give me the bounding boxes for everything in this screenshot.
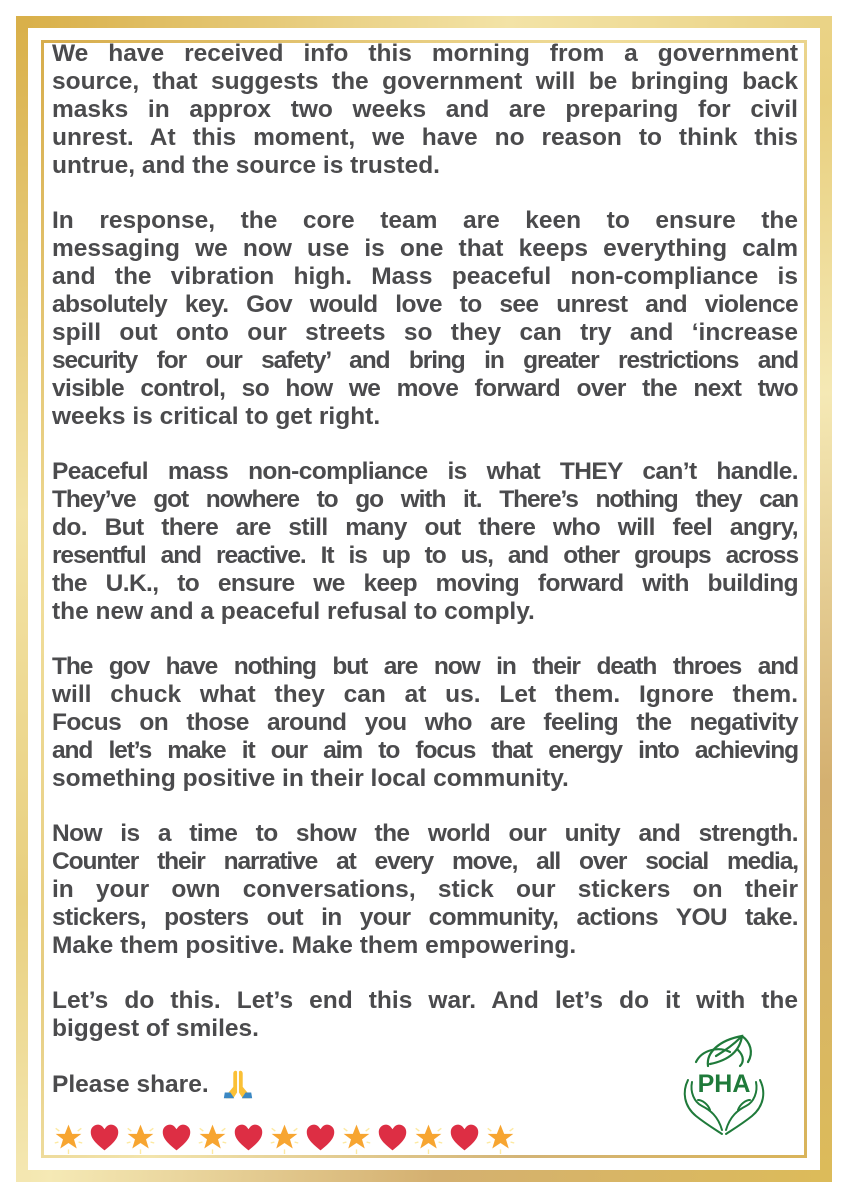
logo-text: PHA	[697, 1070, 751, 1098]
emoji-decoration-row	[52, 1121, 517, 1154]
paragraph-4	[52, 653, 798, 793]
red-heart-icon	[376, 1121, 409, 1154]
text-line: something positive in their local community.	[52, 765, 569, 792]
folded-hands-icon	[221, 1068, 255, 1102]
red-heart-icon	[88, 1121, 121, 1154]
glowing-star-icon	[124, 1121, 157, 1154]
text-line: absolutely key. Gov would love to see unrest and violence	[52, 291, 798, 318]
glowing-star-icon	[340, 1121, 373, 1154]
glowing-star-icon	[196, 1121, 229, 1154]
leaves-icon	[696, 1036, 751, 1066]
glowing-star-icon	[52, 1121, 85, 1154]
text-line: source, that suggests the government will be bringing back	[52, 68, 798, 95]
text-line: Let’s do this. Let’s end this war. And let’s do it with the	[52, 987, 798, 1014]
text-line: stickers, posters out in your community, actions YOU take.	[52, 904, 798, 931]
text-line: Counter their narrative at every move, all over social media,	[52, 848, 798, 875]
paragraph-1	[52, 40, 798, 180]
text-line: do. But there are still many out there who will feel angry,	[52, 514, 798, 541]
paragraph-5	[52, 820, 798, 960]
red-heart-icon	[232, 1121, 265, 1154]
text-line: biggest of smiles.	[52, 1015, 259, 1042]
text-line: We have received info this morning from a government	[52, 40, 798, 67]
text-line: and the vibration high. Mass peaceful non-compliance is	[52, 263, 798, 290]
text-line: The gov have nothing but are now in their death throes and	[52, 653, 798, 680]
text-line: weeks is critical to get right.	[52, 403, 381, 430]
text-line: In response, the core team are keen to ensure the	[52, 207, 798, 234]
text-line: the new and a peaceful refusal to comply.	[52, 598, 535, 625]
text-line: spill out onto our streets so they can try and ‘increase	[52, 319, 798, 346]
text-line: and let’s make it our aim to focus that energy into achieving	[52, 737, 798, 764]
text-line: unrest. At this moment, we have no reason to think this	[52, 124, 798, 151]
text-line: They’ve got nowhere to go with it. There’s nothing they can	[52, 486, 798, 513]
red-heart-icon	[304, 1121, 337, 1154]
text-line: the U.K., to ensure we keep moving forward with building	[52, 570, 798, 597]
text-line: in your own conversations, stick our stickers on their	[52, 876, 798, 903]
text-line: Peaceful mass non-compliance is what THEY can’t handle.	[52, 458, 798, 485]
glowing-star-icon	[484, 1121, 517, 1154]
glowing-star-icon	[268, 1121, 301, 1154]
text-line: resentful and reactive. It is up to us, and other groups across	[52, 542, 798, 569]
red-heart-icon	[448, 1121, 481, 1154]
text-line: Now is a time to show the world our unity and strength.	[52, 820, 798, 847]
pha-logo	[668, 1026, 780, 1138]
text-line: Make them positive. Make them empowering.	[52, 932, 577, 959]
please-share-text: Please share.	[52, 1071, 209, 1098]
text-line: will chuck what they can at us. Let them. Ignore them.	[52, 681, 798, 708]
text-line: Focus on those around you who are feeling the negativity	[52, 709, 798, 736]
glowing-star-icon	[412, 1121, 445, 1154]
text-line: messaging we now use is one that keeps everything calm	[52, 235, 798, 262]
text-line: security for our safety’ and bring in greater restrictions and	[52, 347, 798, 374]
paragraph-3	[52, 458, 798, 626]
share-call-to-action	[52, 1068, 255, 1102]
text-line: untrue, and the source is trusted.	[52, 152, 440, 179]
red-heart-icon	[160, 1121, 193, 1154]
message-body	[52, 40, 798, 1070]
text-line: visible control, so how we move forward over the next two	[52, 375, 798, 402]
paragraph-2	[52, 207, 798, 431]
text-line: masks in approx two weeks and are preparing for civil	[52, 96, 798, 123]
